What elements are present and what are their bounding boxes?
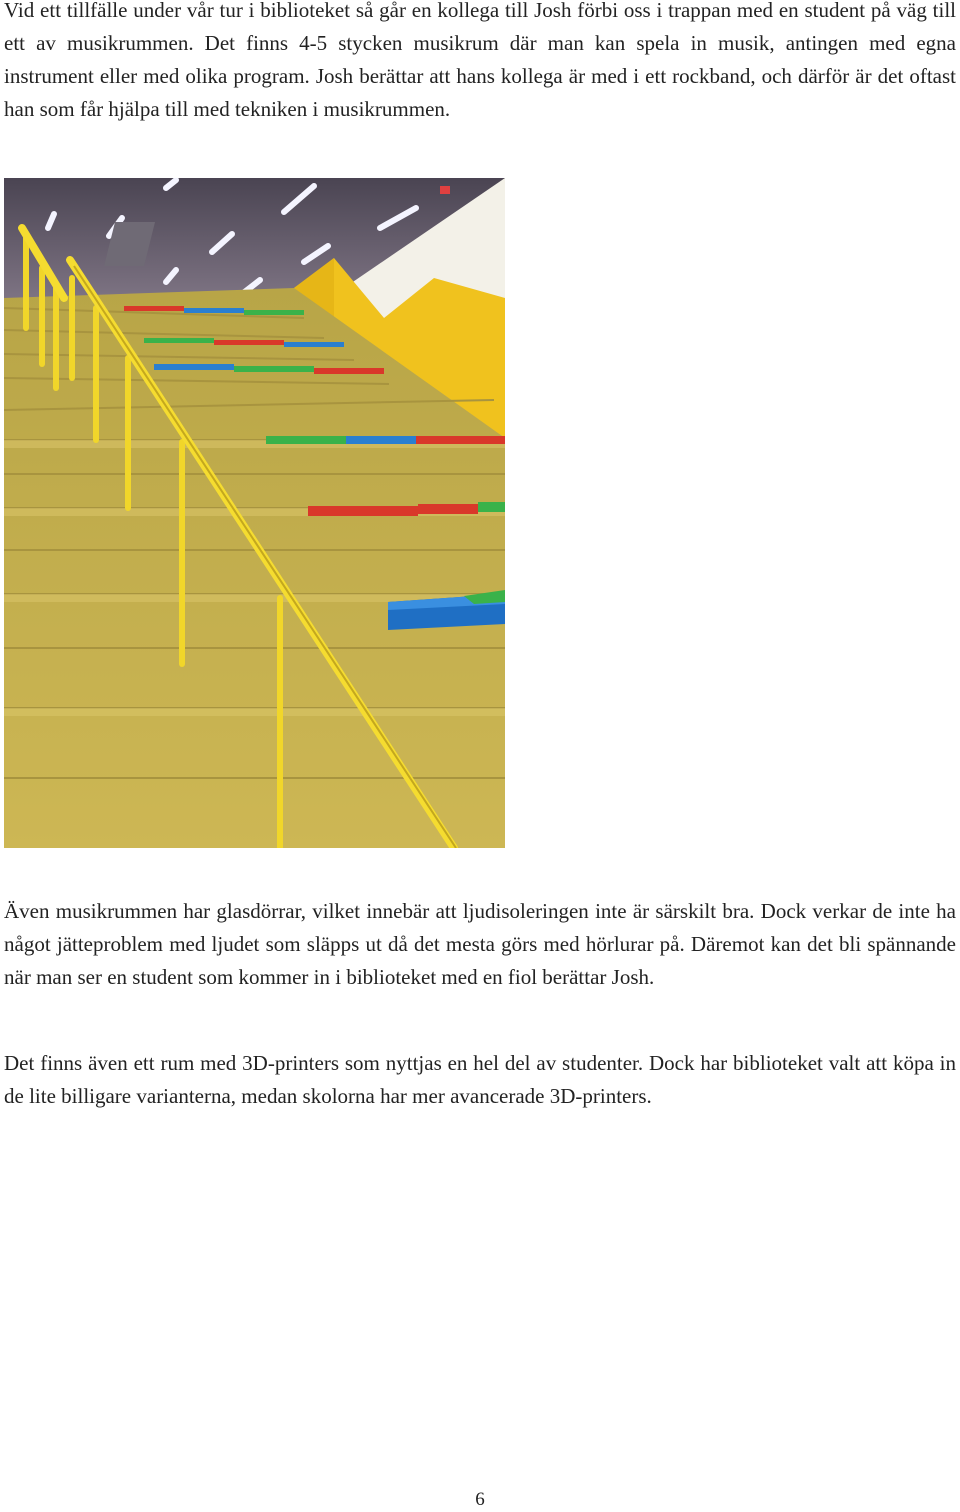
body-paragraph-2: Även musikrummen har glasdörrar, vilket innebär att ljudisoleringen inte är särskilt bra. Dock verkar de inte ha något jätteproblem med ljudet som släpps ut då det mesta görs med hörlurar på. Däremot kan det bli spännande när man ser en student som kommer in i biblioteket med en fiol berättar Josh. xyxy=(4,899,956,989)
body-paragraph-1: Vid ett tillfälle under vår tur i biblioteket så går en kollega till Josh förbi oss i trappan med en student på väg till ett av musikrummen. Det finns 4-5 stycken musikrum där man kan spela in musik, antingen med egna instrument eller med olika program. Josh berättar att hans kollega är med i ett rockband, och därför är det oftast han som får hjälpa till med tekniken i musikrummen. xyxy=(4,0,956,121)
stairway-photo xyxy=(4,178,505,848)
page-number: 6 xyxy=(475,1489,485,1510)
body-paragraph-3: Det finns även ett rum med 3D-printers som nyttjas en hel del av studenter. Dock har biblioteket valt att köpa in de lite billigare varianterna, medan skolorna har mer avancerade 3D-printers. xyxy=(4,1051,956,1108)
